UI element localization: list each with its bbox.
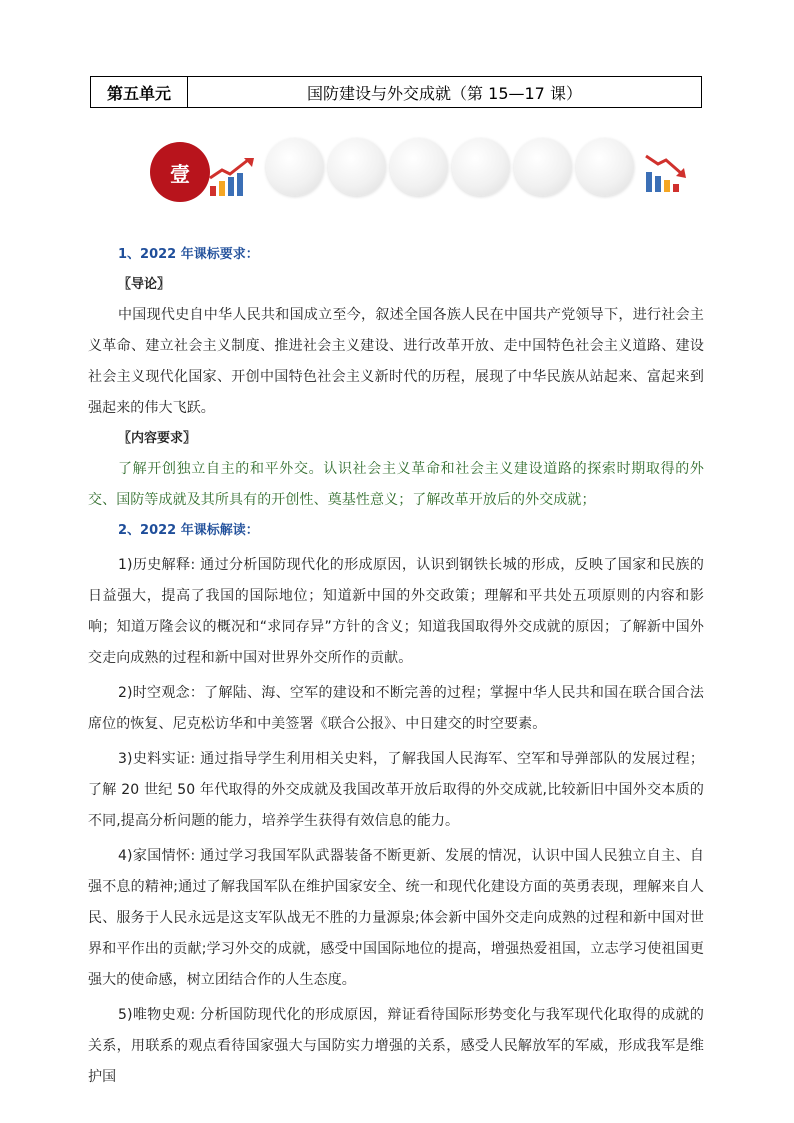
document-body <box>88 240 704 1093</box>
neirong-label: 〖内容要求〗 <box>118 431 197 446</box>
unit-title: 国防建设与外交成就（第 15—17 课） <box>307 83 582 103</box>
daolun-paragraph: 中国现代史自中华人民共和国成立至今，叙述全国各族人民在中国共产党领导下，进行社会主义革命、建立社会主义制度、推进社会主义建设、进行改革开放、走中国特色社会主义道路、建设社会主义现代化国家、开创中国特色社会主义新时代的历程，展现了中华民族从站起来、富起来到强起来的伟大飞跃。 <box>88 307 704 416</box>
rising-chart-icon <box>208 156 256 198</box>
unit-header-table <box>90 76 702 108</box>
title-bubble-4 <box>452 138 510 196</box>
title-bubble-1 <box>266 138 324 196</box>
paragraph-spatiotemporal: 2)时空观念：了解陆、海、空军的建设和不断完善的过程；掌握中华人民共和国在联合国合法席位的恢复、尼克松访华和中美签署《联合公报》、中日建交的时空要素。 <box>88 685 704 732</box>
section-number-badge: 壹 <box>150 142 210 202</box>
unit-label: 第五单元 <box>91 77 188 107</box>
section-heading-2: 2、2022 年课标解读： <box>118 523 259 538</box>
paragraph-evidence: 3)史料实证: 通过指导学生利用相关史料，了解我国人民海军、空军和导弹部队的发展过程；了解 20 世纪 50 年代取得的外交成就及我国改革开放后取得的外交成就,比较新旧中国外交本质的不同,提高分析问题的能力，培养学生获得有效信息的能力。 <box>88 751 704 829</box>
paragraph-patriotism: 4)家国情怀: 通过学习我国军队武器装备不断更新、发展的情况，认识中国人民独立自主、自强不息的精神;通过了解我国军队在维护国家安全、统一和现代化建设方面的英勇表现，理解来自人民、服务于人民永远是这支军队战无不胜的力量源泉;体会新中国外交走向成熟的过程和新中国对世界和平作出的贡献;学习外交的成就，感受中国国际地位的提高，增强热爱祖国，立志学习使祖国更强大的使命感，树立团结合作的人生态度。 <box>88 848 704 988</box>
paragraph-materialism: 5)唯物史观: 分析国防现代化的形成原因，辩证看待国际形势变化与我军现代化取得的成就的关系，用联系的观点看待国家强大与国防实力增强的关系，感受人民解放军的军威，形成我军是维护国 <box>88 1007 704 1085</box>
title-bubble-2 <box>328 138 386 196</box>
neirong-paragraph: 了解开创独立自主的和平外交。认识社会主义革命和社会主义建设道路的探索时期取得的外交、国防等成就及其所具有的开创性、奠基性意义；了解改革开放后的外交成就； <box>88 461 704 508</box>
section-heading-1: 1、2022 年课标要求： <box>118 247 259 262</box>
title-bubble-5 <box>514 138 572 196</box>
paragraph-historical-interpretation: 1)历史解释: 通过分析国防现代化的形成原因，认识到钢铁长城的形成，反映了国家和民族的日益强大，提高了我国的国际地位；知道新中国的外交政策；理解和平共处五项原则的内容和影响；知道万隆会议的概况和“求同存异”方针的含义；知道我国取得外交成就的原因；了解新中国外交走向成熟的过程和新中国对世界外交所作的贡献。 <box>88 557 704 666</box>
title-bubble-6 <box>576 138 634 196</box>
title-bubble-3 <box>390 138 448 196</box>
falling-chart-icon <box>644 152 690 194</box>
daolun-label: 〖导论〗 <box>118 277 171 292</box>
section-banner <box>150 138 690 202</box>
